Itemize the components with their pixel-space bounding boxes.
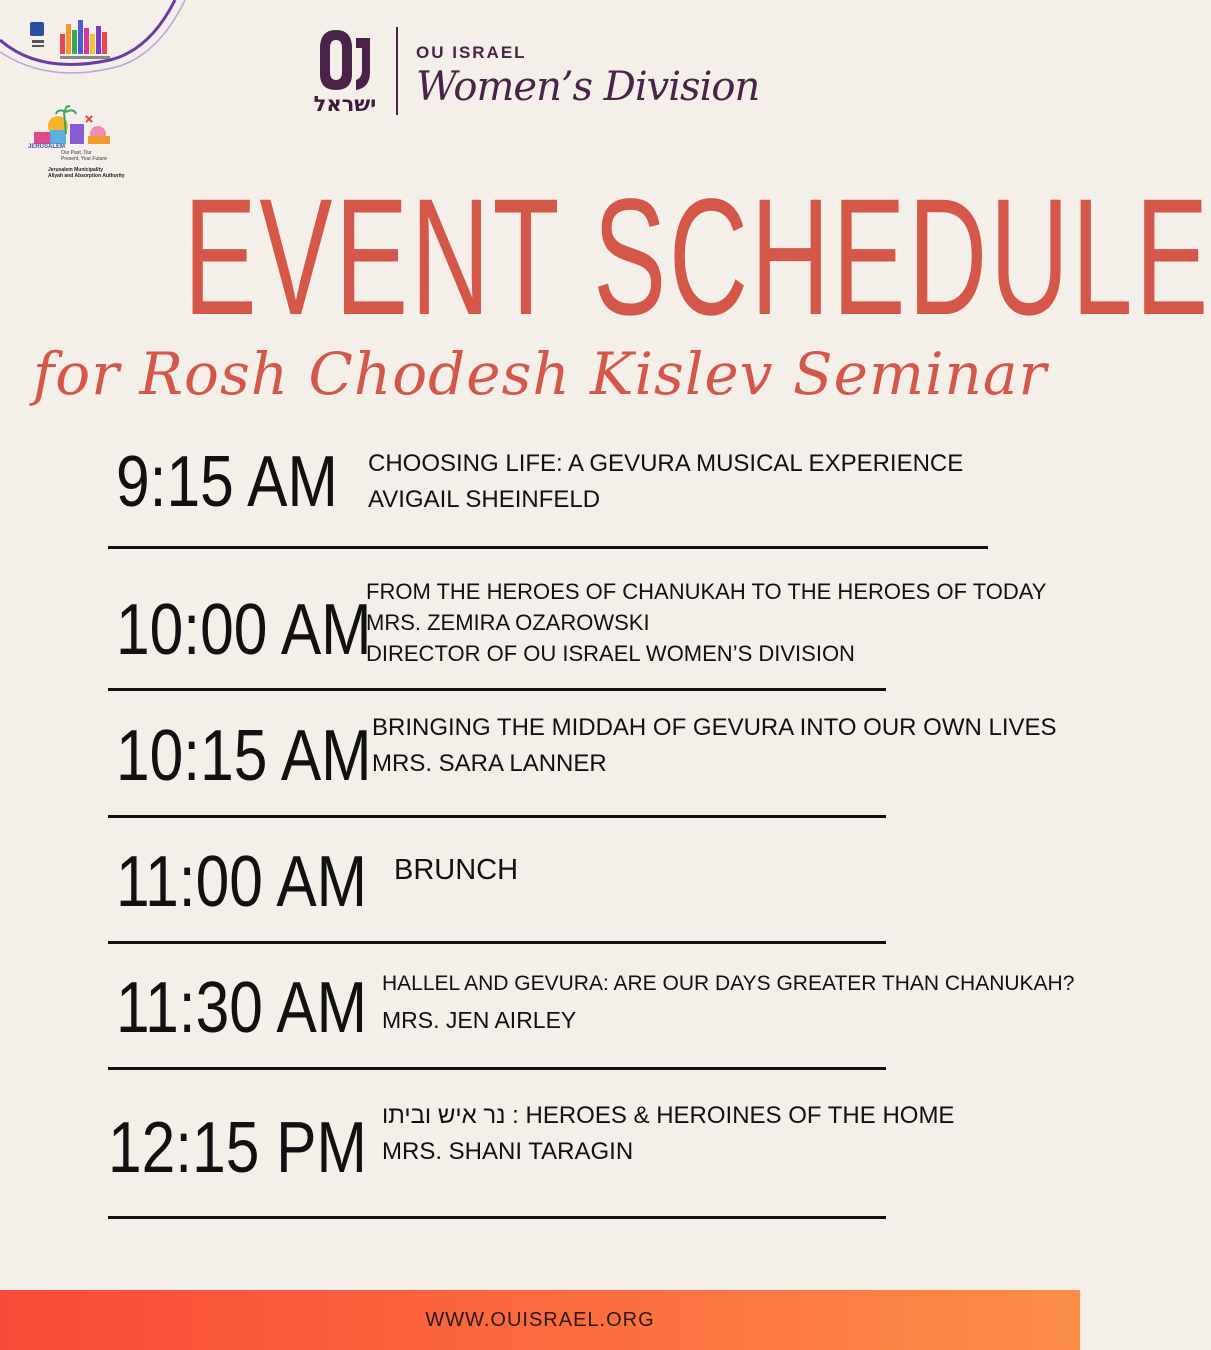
brand-division-name: Women’s Division xyxy=(416,64,760,110)
row-divider xyxy=(108,1067,886,1070)
row-divider xyxy=(108,815,886,818)
jerusalem-tagline: Our Past, Our Present, Your Future xyxy=(61,150,107,162)
session-speaker: MRS. JEN AIRLEY xyxy=(382,1007,577,1033)
footer-bar xyxy=(0,1290,1080,1350)
ou-logo-mark xyxy=(312,26,380,116)
jerusalem-skyline-icon xyxy=(28,104,114,148)
brand-divider xyxy=(396,27,398,115)
schedule-time: 12:15 PM xyxy=(108,1108,367,1188)
session-speaker: MRS. SARA LANNER xyxy=(372,750,607,777)
municipality-name: Jerusalem Municipality xyxy=(48,167,104,173)
schedule-time: 9:15 AM xyxy=(116,442,338,522)
ou-logo-icon xyxy=(312,26,380,96)
jerusalem-partner-logo xyxy=(28,104,128,179)
session-title: FROM THE HEROES OF CHANUKAH TO THE HEROES OF TODAY xyxy=(366,579,1047,604)
session-title: BRUNCH xyxy=(394,854,519,886)
session-speaker: AVIGAIL SHEINFELD xyxy=(368,486,601,513)
ou-israel-brand xyxy=(312,26,759,116)
website-link[interactable]: WWW.OUISRAEL.ORG xyxy=(425,1308,655,1331)
schedule-time: 11:00 AM xyxy=(116,842,368,922)
brand-org-name: OU ISRAEL xyxy=(416,43,527,62)
page-title: EVENT SCHEDULE xyxy=(183,165,1211,350)
schedule-time: 11:30 AM xyxy=(116,968,368,1048)
municipality-logo xyxy=(28,14,120,64)
session-speaker: MRS. ZEMIRA OZAROWSKI xyxy=(366,610,650,635)
brand-hebrew-text: ישראל xyxy=(313,92,377,116)
session-title: נר איש וביתו : HEROES & HEROINES OF THE HOME xyxy=(382,1102,955,1129)
row-divider xyxy=(108,941,886,944)
session-title: BRINGING THE MIDDAH OF GEVURA INTO OUR OWN LIVES xyxy=(372,714,1057,741)
row-divider xyxy=(108,1216,886,1219)
row-divider xyxy=(108,688,886,691)
session-speaker: MRS. SHANI TARAGIN xyxy=(382,1138,634,1165)
session-title: HALLEL AND GEVURA: ARE OUR DAYS GREATER THAN CHANUKAH? xyxy=(382,972,1075,995)
page-subtitle: for Rosh Chodesh Kislev Seminar xyxy=(32,340,1048,408)
session-title: CHOOSING LIFE: A GEVURA MUSICAL EXPERIENCE xyxy=(368,450,964,477)
session-speaker-role: DIRECTOR OF OU ISRAEL WOMEN’S DIVISION xyxy=(366,641,855,666)
schedule-time: 10:15 AM xyxy=(116,716,372,796)
jerusalem-wordmark: JERUSALEM xyxy=(28,144,66,150)
authority-name: Aliyah and Absorption Authority xyxy=(48,173,125,179)
schedule-time: 10:00 AM xyxy=(116,590,372,670)
row-divider xyxy=(108,546,988,549)
